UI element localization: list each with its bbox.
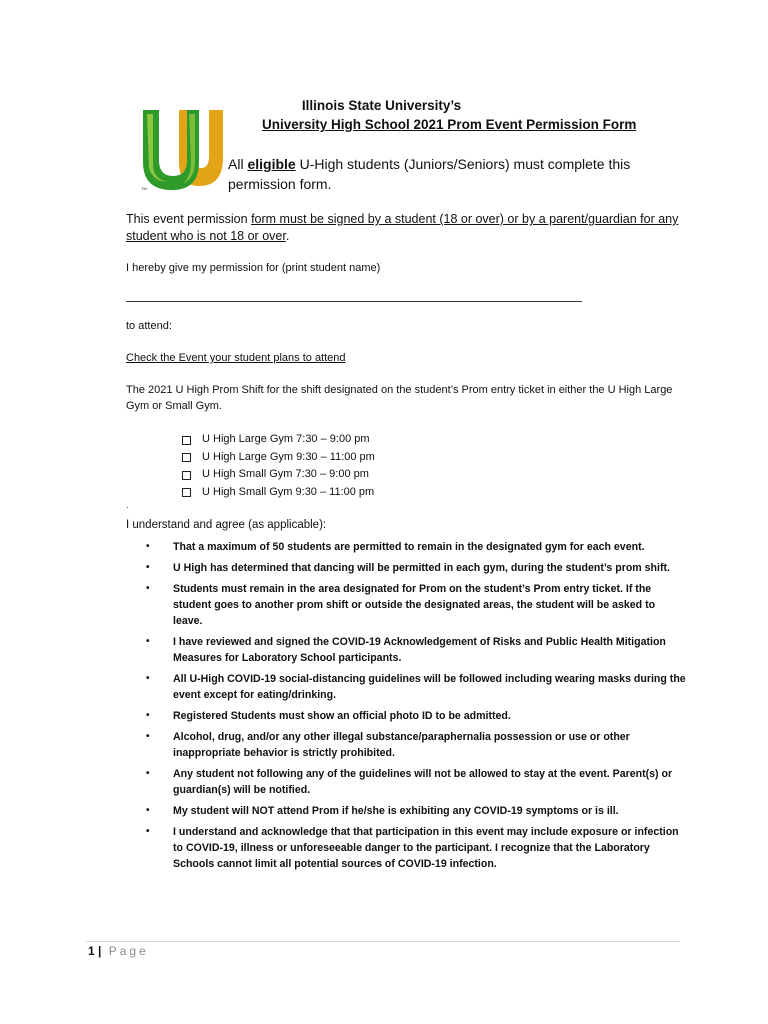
page-label: Page: [108, 944, 149, 958]
checkbox[interactable]: [182, 436, 191, 445]
checkbox[interactable]: [182, 471, 191, 480]
list-item: • U High has determined that dancing will be permitted in each gym, during the student’s prom shift.: [146, 562, 670, 574]
list-item: • Registered Students must show an official photo ID to be admitted.: [146, 710, 511, 722]
page-number: 1: [88, 944, 95, 958]
checkbox[interactable]: [182, 488, 191, 497]
list-item: • My student will NOT attend Prom if he/she is exhibiting any COVID-19 symptoms or is ill.: [146, 805, 619, 817]
agreement-heading: I understand and agree (as applicable):: [126, 519, 327, 531]
event-option[interactable]: U High Large Gym 9:30 – 11:00 pm: [182, 449, 375, 467]
event-option[interactable]: U High Small Gym 7:30 – 9:00 pm: [182, 466, 375, 484]
signature-requirement-notice: This event permission form must be signed by a student (18 or over) or by a parent/guardian for any student who is not 18 or over.: [126, 212, 679, 243]
list-item: • Students must remain in the area designated for Prom on the student’s Prom entry ticket. If the student goes to another prom shift or outside the designated areas, the student will be asked to leave.: [146, 583, 656, 627]
event-options-list: [182, 431, 375, 501]
eligibility-intro: All eligible U-High students (Juniors/Seniors) must complete this permission form.: [228, 156, 631, 192]
prom-shift-description: The 2021 U High Prom Shift for the shift designated on the student’s Prom entry ticket in either the U High Large Gym or Small Gym.: [126, 384, 673, 412]
stray-mark: .: [126, 500, 129, 511]
check-event-label: Check the Event your student plans to attend: [126, 352, 346, 364]
form-university-title: Illinois State University’s: [301, 98, 462, 113]
checkbox[interactable]: [182, 453, 191, 462]
u-high-logo-icon: [139, 106, 225, 192]
list-item: • All U-High COVID-19 social-distancing guidelines will be followed including wearing masks during the event except for eating/drinking.: [146, 673, 686, 701]
logo-tm-mark: TM: [141, 186, 147, 191]
footer-divider: [86, 941, 680, 942]
permission-label: I hereby give my permission for (print student name): [126, 262, 381, 274]
student-name-line[interactable]: [126, 301, 582, 302]
form-title: University High School 2021 Prom Event Permission Form: [262, 117, 637, 132]
list-item: • I have reviewed and signed the COVID-19 Acknowledgement of Risks and Public Health Mitigation Measures for Laboratory School participants.: [146, 636, 666, 664]
page-separator: |: [98, 944, 102, 958]
event-option[interactable]: U High Small Gym 9:30 – 11:00 pm: [182, 484, 375, 502]
event-option[interactable]: U High Large Gym 7:30 – 9:00 pm: [182, 431, 375, 449]
list-item: • Alcohol, drug, and/or any other illegal substance/paraphernalia possession or use or other inappropriate behavior is strictly prohibited.: [146, 731, 630, 759]
list-item: • Any student not following any of the guidelines will not be allowed to stay at the event. Parent(s) or guardian(s) will be notified.: [146, 768, 673, 796]
list-item: • I understand and acknowledge that that participation in this event may include exposure or infection to COVID-19, illness or unforeseeable danger to the participant. I recognize that the Laboratory Schools cannot limit all potential sources of COVID-19 infection.: [146, 826, 679, 870]
attend-label: to attend:: [126, 320, 172, 332]
page-footer: [88, 944, 149, 958]
agreement-list: [146, 539, 686, 877]
list-item: • That a maximum of 50 students are permitted to remain in the designated gym for each event.: [146, 541, 645, 553]
eligible-emphasis: eligible: [247, 156, 296, 172]
